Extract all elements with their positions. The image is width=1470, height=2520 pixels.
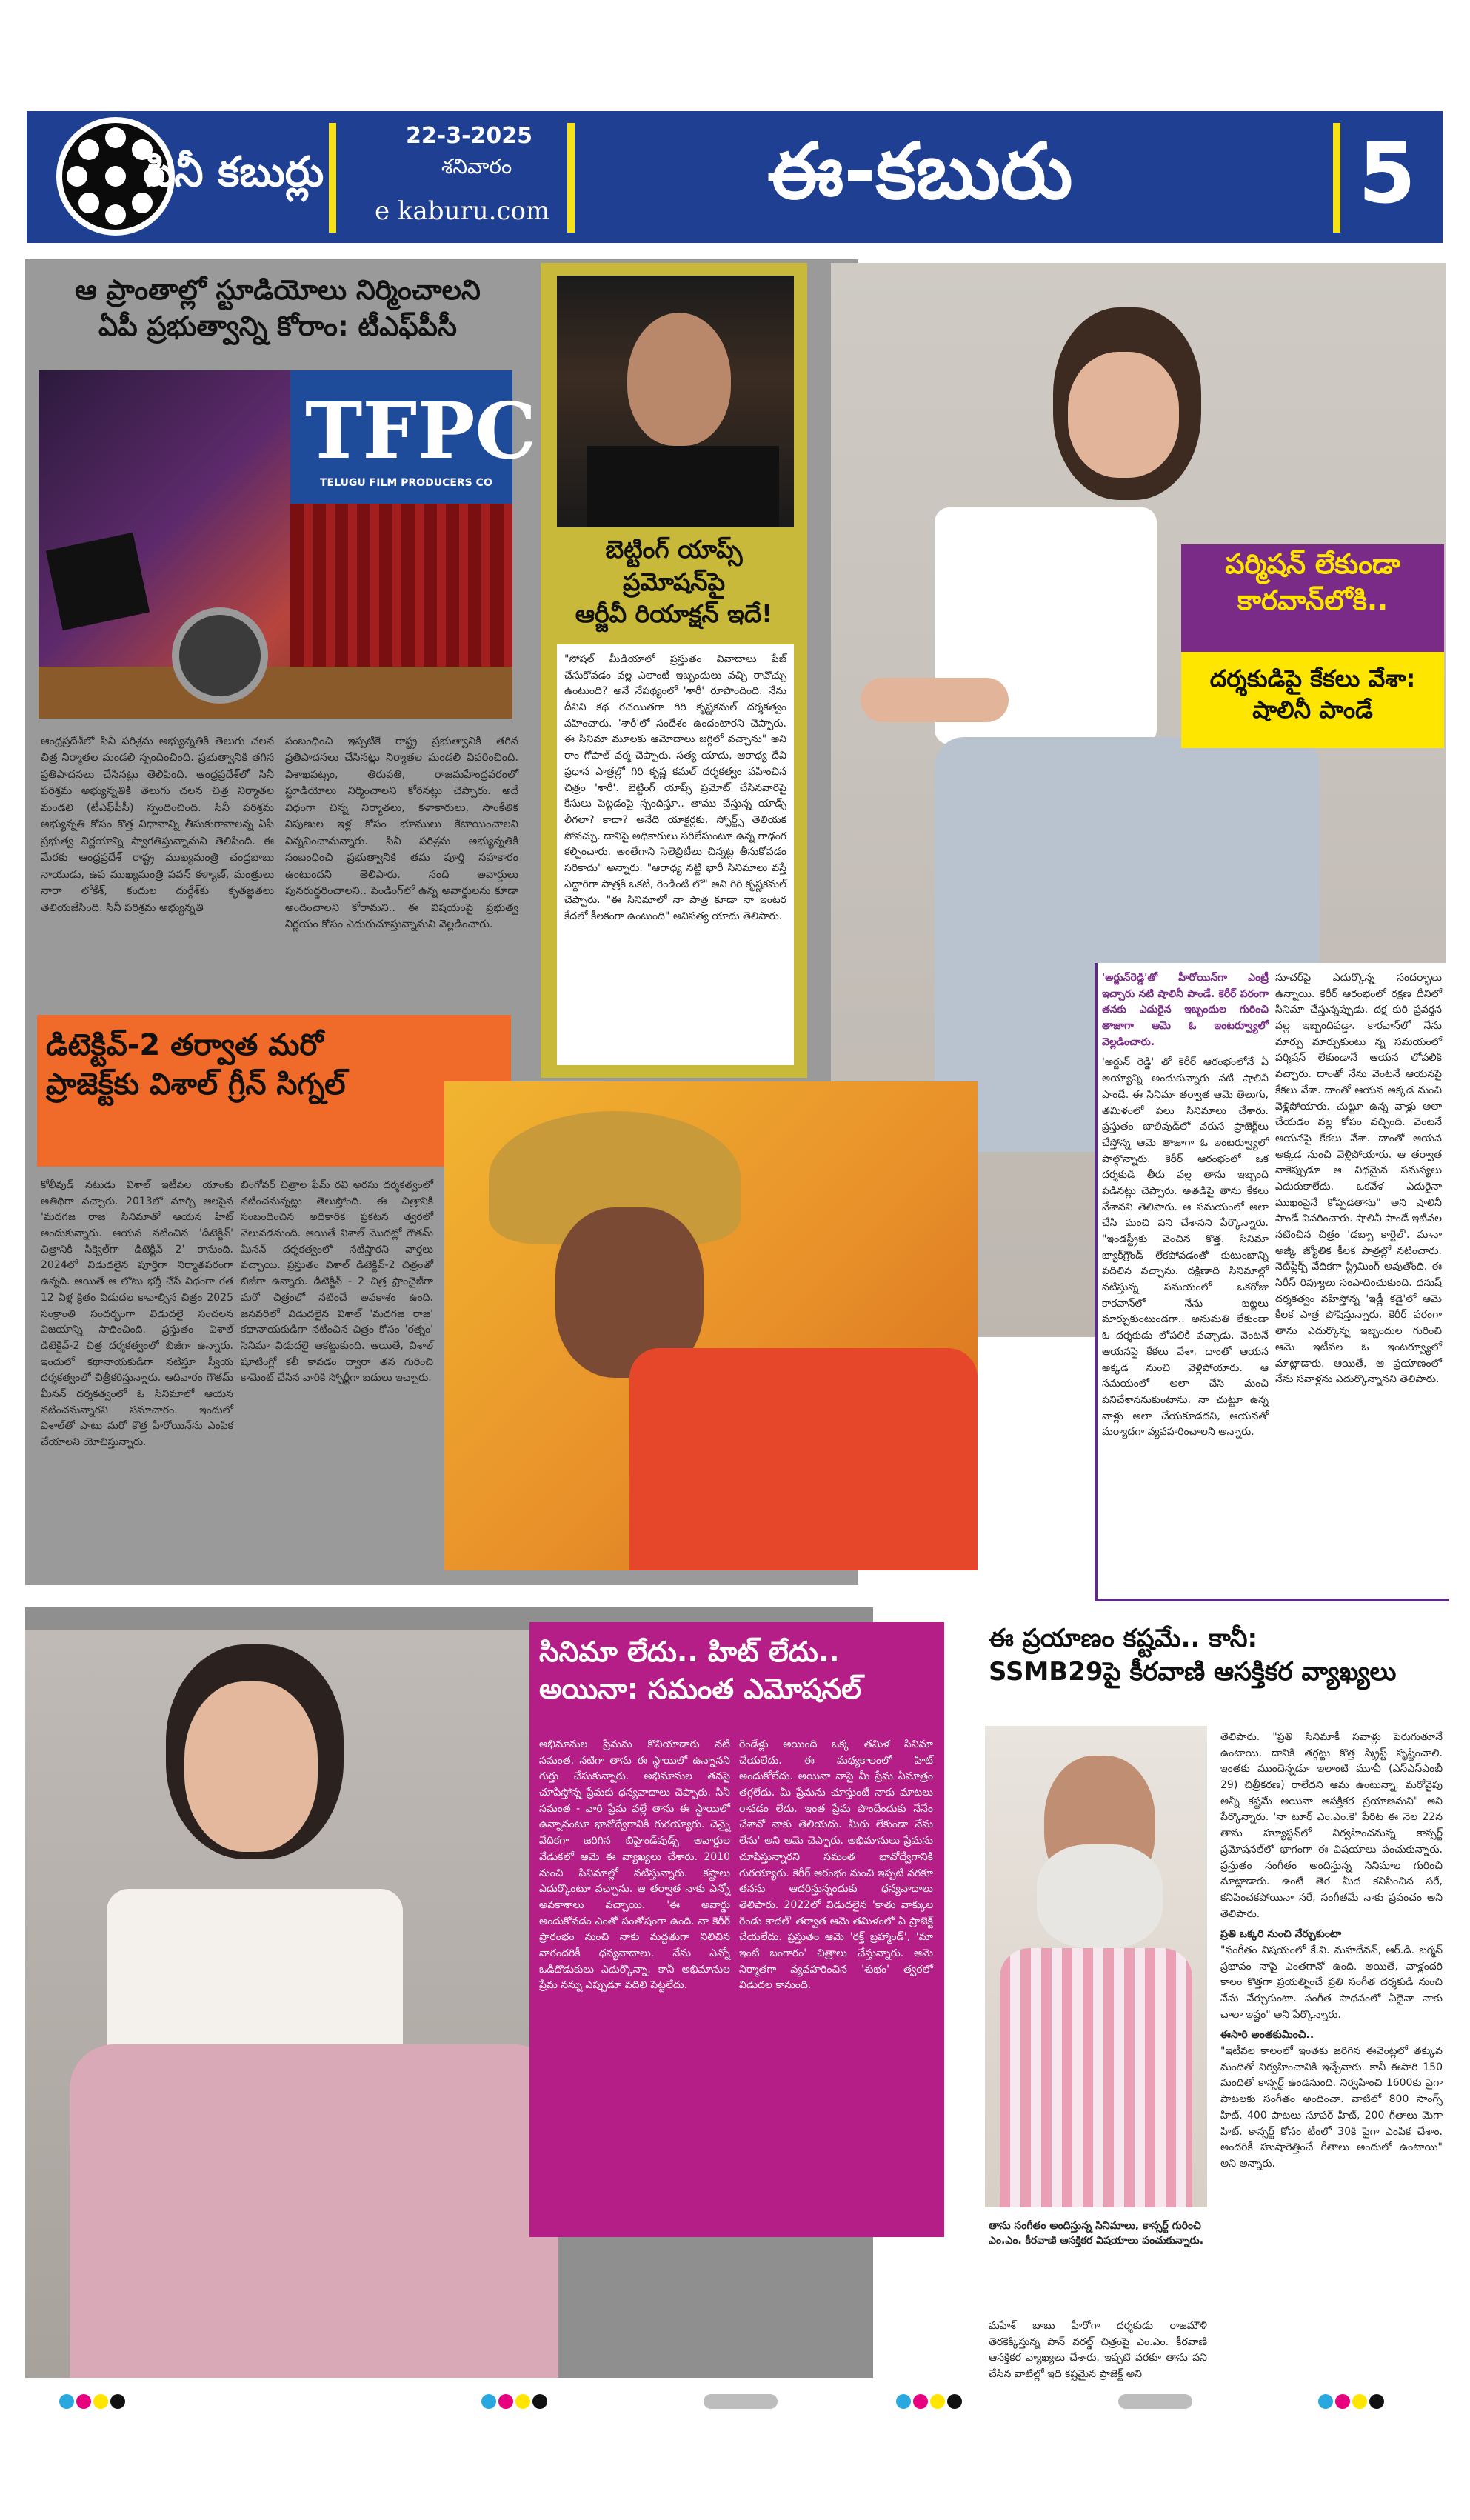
keeravani-body-col1: మహేశ్ బాబు హీరోగా దర్శకుడు రాజమౌళి తెరకెక్కిస్తున్న పాన్ వరల్డ్ చిత్రంపై ఎం.ఎం. కీరవాణి ఆసక్తికర వ్యాఖ్యలు చేశారు. ఇప్పటి వరకూ తాను పని చేసిన వాటిల్లో ఇది కష్టమైన ప్రాజెక్ట్ అని (989, 2320, 1207, 2381)
vishal-photo (444, 1081, 978, 1570)
section-title: సినీ కబుర్లు (145, 148, 324, 196)
rgv-body: "సోషల్ మీడియాలో ప్రస్తుతం వివాదాలు పేజ్ చేసుకోవడం వల్ల ఎలాంటి ఇబ్బందులు వచ్చి రావొచ్చు ఉంటుంది? అనే నేపథ్యంలో 'శారీ' రూపొందింది. నేను దీనిని కథ రచయితగా గిరి కృష్ణకమల్ దర్శకత్వం వహించారు. 'శారీ'లో సందేశం ఉందంటారని చెప్పారు. ఈ సినిమా మూలకు ఆమోదాలు జగ్గిలో వచ్చాను" అని రాం గోపాల్ వర్మ చెప్పారు. సత్య యాదు, ఆరాధ్య దేవి ప్రధాన పాత్రల్లో గిరి కృష్ణ కమల్ దర్శకత్వం వహించిన చిత్రం 'శారీ'. బెట్టింగ్ యాప్స్ ప్రమోట్ చేసినవారిపై కేసులు పెట్టడంపై స్పందిస్తూ.. తాము చేస్తున్న యాడ్స్ లీగలా? కాదా? అనేది యాక్టర్లకు, స్పోర్ట్స్ తెలియక పోవచ్చు. దానిపై అధికారులు సరిలేసుంటూ ఉన్న గాఢంగ కల్పించారు. అంతేగాని సెలెబ్రిటీలు చిన్నట్ల తీసుకోవడం సరికాదు" అన్నారు. "ఆరాధ్య నట్టి భారీ సినిమాలు వస్తే ఎద్దారిగా పాత్రకి ఒకటి, రెండింటి లో" అని గిరి కృష్ణకమల్ చెప్పారు. "ఈ సినిమాలో నా పాత్ర కూడా నా ఇంటర కేదలో కీలకంగా ఉంటుంది" అనిసత్య యాదు తెలిపారు. (564, 653, 786, 922)
keeravani-photo-caption: తాను సంగీతం అందిస్తున్న సినిమాలు, కాన్సర్ట్ గురించి ఎం.ఎం. కీరవాణి ఆసక్తికర విషయాలు పంచుకున్నారు. (989, 2220, 1204, 2247)
issue-weekday: శనివారం (441, 154, 512, 179)
keeravani-subhead-2: ఈసారి అంతకుమించి.. (1220, 2029, 1314, 2041)
tfpc-photo: TFPC TELUGU FILM PRODUCERS CO (39, 370, 512, 719)
film-reel-icon (172, 607, 268, 704)
shalini-lead: 'అర్జున్‌రెడ్డి'తో హీరోయిన్‌గా ఎంట్రీ ఇచ్చారు నటి షాలినీ పాండే. కెరీర్ పరంగా తనకు ఎదురైన ఇబ్బందుల గురించి తాజాగా ఆమె ఓ ఇంటర్వ్యూలో వెల్లడించారు. (1102, 972, 1269, 1048)
rgv-photo (557, 276, 794, 527)
samantha-body-col2: రెండేళ్లు అయింది ఒక్క తమిళ సినిమా చేయలేదు. ఈ మధ్యకాలంలో హిట్ అందుకోలేదు. అయినా నాపై మీ ప్రేమ ఏమాత్రం తగ్గలేదు. మీ ప్రేమను చూస్తుంటే నాకు మాటలు రావడం లేదు. ఇంత ప్రేమ పొందేందుకు నేనేం చేశానో నాకు తెలియదు. మీరు లేకుండా నేను లేను' అని ఆమె చెప్పారు. అభిమానులు ప్రేమను చూపిస్తున్నారని సమంత భావోద్వేగానికి గురయ్యారు. కెరీర్ ఆరంభం నుంచి ఇప్పటి వరకూ తనను ఆదరిస్తున్నందుకు ధన్యవాదాలు తెలిపారు. 2022లో విడుదలైన 'కాతు వాక్కుల రెండు కాదల్' తర్వాత ఆమె తమిళంలో ఏ ప్రాజెక్ట్ చేయలేదు. ప్రస్తుతం ఆమె 'రక్త్ బ్రహ్మాండ్', 'మా ఇంటి బంగారం' చిత్రాలు చేస్తున్నారు. ఆమె నిర్మాతగా వ్యవహరించిన 'శుభం' త్వరలో విడుదల కానుంది. (739, 1739, 933, 1992)
masthead (27, 111, 1443, 243)
keeravani-photo (985, 1726, 1207, 2207)
shalini-headline-2: దర్శకుడిపై కేకలు వేశా: షాలినీ పాండే (1209, 664, 1416, 724)
website-link[interactable]: e kaburu.com (375, 196, 550, 226)
registration-marks (481, 2394, 547, 2410)
divider (567, 123, 575, 233)
registration-marks (59, 2394, 125, 2410)
keeravani-body-col2: తెలిపారు. "ప్రతి సినిమాకీ సవాళ్లు పెరుగుతూనే ఉంటాయి. దానికి తగ్గట్టు కొత్త స్క్రిప్ట్ సృష్టించాలి. ఇంతకు ముందెన్నడూ ఇలాంటి మూవీ (ఎస్‌ఎస్‌ఎంబీ 29) చిత్రీకరణ) రాలేదని ఆమ ఉంటున్నా. మరోవైపు అన్నీ కష్టమే అయినా ఆసక్తికర ప్రయాణమని" అని పేర్కొన్నారు. 'నా టూర్ ఎం.ఎం.కె' పేరిట ఈ నెల 22న తాను హ్యూస్టన్‌లో నిర్వహించనున్న కాన్సర్ట్ ప్రమోషనల్‌లో భాగంగా ఈ విషయాలు పంచుకున్నారు. ప్రస్తుతం సంగీతం అందిస్తున్న సినిమాల గురించి మాట్లాడారు. ఉంటే తెర మీద కనిపించిన సరే, కనిపించకపోయినా సరే, సంగీతమే నాకు ప్రపంచం అని తెలిపారు. ప్రతి ఒక్కరి నుంచి నేర్చుకుంటా "సంగీతం విషయంలో కే.వి. మహదేవన్, ఆర్.డి. బర్మన్ ప్రభావం నాపై ఎంతగానో ఉంది. అయితే, వాళ్లందరి కాలం కొత్తగా ప్రయత్నించే ప్రతి సంగీత దర్శకుడి నుంచి నేను నేర్చుకుంటా. సంగీత సాధనంలో ఏదైనా నాకు చాలా ఇష్టం" అని పేర్కొన్నారు. ఈసారి అంతకుమించి.. "ఇటీవల కాలంలో ఇంతకు జరిగిన ఈవెంట్లలో తక్కువ మందితో నిర్వహించానికి ఇచ్చేవారు. కానీ ఈసారి 150 మందితో కాన్సర్ట్ ఉండనుంది. నిర్వహించి 1600కు పైగా పాటలకు సంగీతం అందించా. వాటిలో 800 సాంగ్స్ హిట్. 400 పాటలు సూపర్ హిట్, 200 గీతాలు మెగా హిట్. కాన్సర్ట్ కోసం టీంలో 30కి పైగా ఎంపిక చేశాం. అందరికీ హుషారెత్తించే గీతాలు అందులో ఉంటాయి" అని అన్నారు. (1220, 1731, 1443, 2170)
shalini-headline-1: పర్మిషన్ లేకుండా కారవాన్‌లోకి.. (1225, 548, 1400, 616)
shalini-body-col1: 'అర్జున్‌రెడ్డి'తో హీరోయిన్‌గా ఎంట్రీ ఇచ్చారు నటి షాలినీ పాండే. కెరీర్ పరంగా తనకు ఎదురైన ఇబ్బందుల గురించి తాజాగా ఆమె ఓ ఇంటర్వ్యూలో వెల్లడించారు. 'అర్జున్ రెడ్డి' తో కెరీర్ ఆరంభంలోనే ఏ అయ్యాన్ని అందుకున్నారు నటి షాలినీ పాండే. ఈ సినిమా తర్వాత ఆమె తెలుగు, తమిళంలో పలు సినిమాలు చేశారు. ప్రస్తుతం బాలీవుడ్‌లో వరుస ప్రాజెక్ట్‌లు చేస్తోన్న ఆమె తాజాగా ఓ ఇంటర్వ్యూలో పాల్గొన్నారు. కెరీర్ ఆరంభంలో ఒక దర్శకుడి తీరు వల్ల తాను ఇబ్బంది పడినట్లు చెప్పారు. అతడిపై తాను కేకలు వేశానని తెలిపారు. ఆ సమయంలో అలా చేసి మంచి పని చేశానని పేర్కొన్నారు. "ఇండస్ట్రీకు వెంచిన కొత్త. సినిమా బ్యాక్‌గ్రౌండ్ లేకపోవడంతో కుటుంబాన్ని వదిలిన వచ్చాను. దక్షిణాది సినిమాల్లో నటిస్తున్న సమయంలో ఒకరోజు కారవాన్‌లో నేను బట్టలు మార్చుకుంటుండగా.. అనుమతి లేకుండా ఓ దర్శకుడు లోపలికి వచ్చాడు. వెంటనే ఆయనపై కేకలు వేశా. దాంతో ఆయన అక్కడ నుంచి వెళ్లిపోయారు. ఆ సమయంలో అలా చేసి మంచి పనిచేశాననుకుంటాను. నా చుట్టూ ఉన్న వాళ్లు అలా చేయకూడదని, ఆయనతో మర్యాదగా వ్యవహరించాలని అన్నారు. (1102, 972, 1269, 1439)
issue-date: 22-3-2025 (406, 123, 533, 149)
registration-marks (1318, 2394, 1384, 2410)
vishal-headline: డిటెక్టివ్-2 తర్వాత మరో ప్రాజెక్ట్‌కు విశాల్ గ్రీన్ సిగ్నల్ (46, 1028, 346, 1101)
vishal-body-col1: కోలీవుడ్ నటుడు విశాల్ ఇటీవల యాంకు అతిథిగా వచ్చారు. 2013లో మార్చి ఆలసైన 'మదగజ రాజ' సినిమాతో ఆయన హిట్ అందుకున్నారు. ఆయన నటించిన 'డిటెక్టివ్' చిత్రానికి సీక్వెల్‌గా 'డిటెక్టివ్ 2' రానుంది. 2024లో విడుదలైన పూర్తిగా నిర్మాతపరంగా ఉన్నది. ఆయితే ఆ లోటు భర్తీ చేసే విధంగా గత 12 ఏళ్ల క్రితం విడుదల కావాల్సిన చిత్రం 2025 సంక్రాంతి సందర్భంగా విడుదలై సంచలన విజయాన్ని సాధించింది. ప్రస్తుతం విశాల్ డిటెక్టివ్-2 చిత్ర దర్శకత్వంలో బిజీగా ఉన్నారు. ఇందులో కథానాయకుడిగా నటిస్తూ స్వీయ దర్శకత్వంలో చిత్రీకరిస్తున్నారు. ఆదివారం గౌతమ్ మీనన్ దర్శకత్వంలో ఓ సినిమాలో ఆయన నటించనున్నారని సమాచారం. ఇందులో విశాల్‌తో పాటు మరో కొత్త హీరోయిన్‌ను ఎంపిక చేయాలని యోచిస్తున్నారు. (41, 1179, 233, 1448)
vishal-body-col2: బింగోవర్ చిత్రాల ఫేమ్ రవి అరసు దర్శకత్వంలో నటించనున్నట్లు తెలుస్తోంది. ఈ చిత్రానికి సంబంధించిన అధికారిక ప్రకటన త్వరలో వెలువడనుంది. ఆయితే విశాల్ మొదట్లో గౌతమ్ మీనన్ దర్శకత్వంలో నటిస్తారని వార్తలు వచ్చాయి. ప్రస్తుతం విశాల్ డిటెక్టివ్-2 చిత్రంతో బిజీగా ఉన్నారు. డిటెక్టివ్ - 2 చిత్ర ఫ్రాంచైజ్‌గా మరో చిత్రంలో నటించే అవకాశం ఉంది. జనవరిలో విడుదలైన విశాల్ 'మదగజ రాజ' కథానాయకుడిగా నటించిన చిత్రం కోసం 'రత్నం' సినిమా విడుదలై ఆకట్టుకుంది. ఆయితే, విశాల్ షూటింగ్లో కలీ కావడం ద్వారా తన గురించి కామెంట్ చేసిన వారికి స్పోర్టీగా బదులు ఇచ్చారు. (241, 1179, 433, 1384)
clapperboard-icon (46, 533, 150, 631)
keeravani-headline: ఈ ప్రయాణం కష్టమే.. కానీ: SSMB29పై కీరవాణి ఆసక్తికర వ్యాఖ్యలు (989, 1624, 1397, 1687)
samantha-headline: సినిమా లేదు.. హిట్ లేదు.. అయినా: సమంత ఎమోషనల్ (539, 1636, 862, 1706)
rgv-headline: బెట్టింగ్ యాప్స్ ప్రమోషన్‌పై ఆర్జీవీ రియాక్షన్ ఇదే! (575, 535, 773, 629)
tfpc-headline: ఆ ప్రాంతాల్లో స్టూడియోలు నిర్మించాలని ఏపీ ప్రభుత్వాన్ని కోరాం: టీఎఫ్‌పీసీ (75, 274, 481, 342)
page-number: 5 (1358, 126, 1416, 222)
registration-bar (1118, 2394, 1192, 2409)
registration-marks (896, 2394, 962, 2410)
divider (1333, 123, 1340, 233)
tfpc-body-left: ఆంధ్రప్రదేశ్‌లో సినీ పరిశ్రమ అభ్యున్నతికి తెలుగు చలన చిత్ర నిర్మాతల మండలి స్పందించింది. ప్రభుత్వానికి తగిన ప్రతిపాదనలు చేసినట్లు తెలిపింది. ఆంధ్రప్రదేశ్‌లో సినీ పరిశ్రమ అభ్యున్నతికి తెలుగు చలన చిత్ర నిర్మాతల మండలి (టీఎఫ్‌పీసీ) స్పందించింది. సినీ పరిశ్రమ అభ్యున్నతి కోసం కొత్త విధానాన్ని తీసుకురావాలన్న ఏపీ ప్రభుత్వ నిర్ణయాన్ని స్వాగతిస్తున్నామని తెలిపింది. ఈ మేరకు ఆంధ్రప్రదేశ్ రాష్ట్ర ముఖ్యమంత్రి చంద్రబాబు నాయుడు, ఉప ముఖ్యమంత్రి పవన్ కళ్యాణ్, మంత్రులు నారా లోకేశ్, కందుల దుర్గేశ్‌కు కృతజ్ఞతలు తెలియజేసింది. సినీ పరిశ్రమ అభ్యున్నతి (41, 736, 274, 914)
shalini-body-col2: సూచర్‌పై ఎదుర్కొన్న సందర్భాలు ఉన్నాయి. కెరీర్ ఆరంభంలో రక్షణ దీనిలో సినిమా చేస్తున్నప్పుడు. దక్ష కురి ప్రవర్తన వల్ల ఇబ్బందిపడ్డా. కారవాన్‌లో నేను మార్పు మార్చుకుంటు న్న సమయంలో పర్మిషన్ లేకుండానే ఆయన లోపలికి వచ్చారు. దాంతో నేను వెంటనే ఆయనపై కేకలు వేశా. దాంతో ఆయన అక్కడ నుంచి వెళ్లిపోయారు. చుట్టూ ఉన్న వాళ్లు అలా చేయడం వల్ల కోపం వచ్చింది. వెంటనే ఆయనపై కేకలు వేశా. దాంతో ఆయన అక్కడ నుంచి వెళ్లిపోయారు. ఆ తర్వాత నాకెప్పుడూ ఆ విధమైన సమస్యలు ఎదురుకాలేదు. ఒకవేళ ఎదురైనా ముఖంపైనే కోప్పడతాను" అని షాలినీ పాండే వివరించారు. షాలినీ పాండే ఇటీవల నటించిన చిత్రం 'డబ్బా కార్టెల్'. మానా అజ్మీ, జ్యోతిక కీలక పాత్రల్లో నటించారు. నెట్‌ఫ్లిక్స్ వేదికగా స్ట్రీమింగ్ అవుతోంది. ఈ సిరీస్ రివ్యూలు సంపాదించుకుంది. ధనుష్ దర్శకత్వం వహిస్తోన్న 'ఇడ్లీ కడై'లో ఆమె కీలక పాత్ర పోషిస్తున్నారు. కెరీర్ పరంగా తాను ఎదుర్కొన్న ఇబ్బందుల గురించి ఆమె ఇటీవల ఓ ఇంటర్వ్యూలో మాట్లాడారు. ఆయితే, ఆ ప్రయాణంలో నేను సవాళ్లను ఎదుర్కొన్నానని తెలిపారు. (1275, 972, 1442, 1386)
divider (329, 123, 336, 233)
samantha-photo (25, 1630, 558, 2378)
tfpc-body-right: సంబంధించి ఇప్పటికే రాష్ట్ర ప్రభుత్వానికి తగిన ప్రతిపాదనలు చేసినట్లు నిర్మాతల మండలి వివరించింది. విశాఖపట్నం, తిరుపతి, రాజమహేంద్రవరంలో స్టూడియోలు నిర్మించాలని కోరినట్లు చెప్పారు. అదే విధంగా చిన్న నిర్మాతలు, కళాకారులు, సాంకేతిక నిపుణుల ఇళ్ల కోసం భూములు కేటాయించాలని విన్నవించామన్నారు. సినీ పరిశ్రమ అభ్యున్నతికి సంబంధించి ప్రభుత్వానికి తమ పూర్తి సహకారం ఉంటుందని తెలిపారు. నంది అవార్డులు పునరుద్ధరించాలని.. పెండింగ్‌లో ఉన్న అవార్డులను కూడా అందించాలని కోరామని.. ఈ విషయంపై ప్రభుత్వ నిర్ణయం కోసం ఎదురుచూస్తున్నామని వెల్లడించారు. (285, 736, 518, 931)
keeravani-subhead-1: ప్రతి ఒక్కరి నుంచి నేర్చుకుంటా (1220, 1928, 1342, 1941)
paper-name: ఈ-కబురు (767, 126, 1073, 216)
samantha-body-col1: అభిమానుల ప్రేమను కొనియాడారు నటి సమంత. నటిగా తాను ఈ స్థాయిలో ఉన్నానని గుర్తు చేసుకున్నారు. అభిమానుల తనపై చూపిస్తోన్న ప్రేమకు ధన్యవాదాలు చెప్పారు. సినీ సమంత - వారి ప్రేమ వల్లే తాను ఈ స్థాయిలో ఉన్నానంటూ భావోద్వేగానికి గురయ్యారు. చెన్నై వేదికగా జరిగిన బిహైండ్‌వుడ్స్ అవార్డుల వేడుకలో ఆమె ఈ వ్యాఖ్యలు చేశారు. 2010 నుంచి సినిమాల్లో నటిస్తున్నారు. కష్టాలు ఎదుర్కొంటూ వచ్చాను. ఆ తర్వాత నాకు ఎన్నో అవకాశాలు వచ్చాయి. 'ఈ అవార్డు అందుకోవడం ఎంతో సంతోషంగా ఉంది. నా కెరీర్ ప్రారంభం నుంచి నాకు మద్దతుగా నిలిచిన వారందరికీ ధన్యవాదాలు. నేను ఎన్నో ఒడిదొడుకులు ఎదుర్కొన్నా. కానీ అభిమానుల ప్రేమ నన్ను ఎప్పుడూ వదిలి పెట్టలేదు. (539, 1739, 730, 1992)
registration-bar (704, 2394, 778, 2409)
